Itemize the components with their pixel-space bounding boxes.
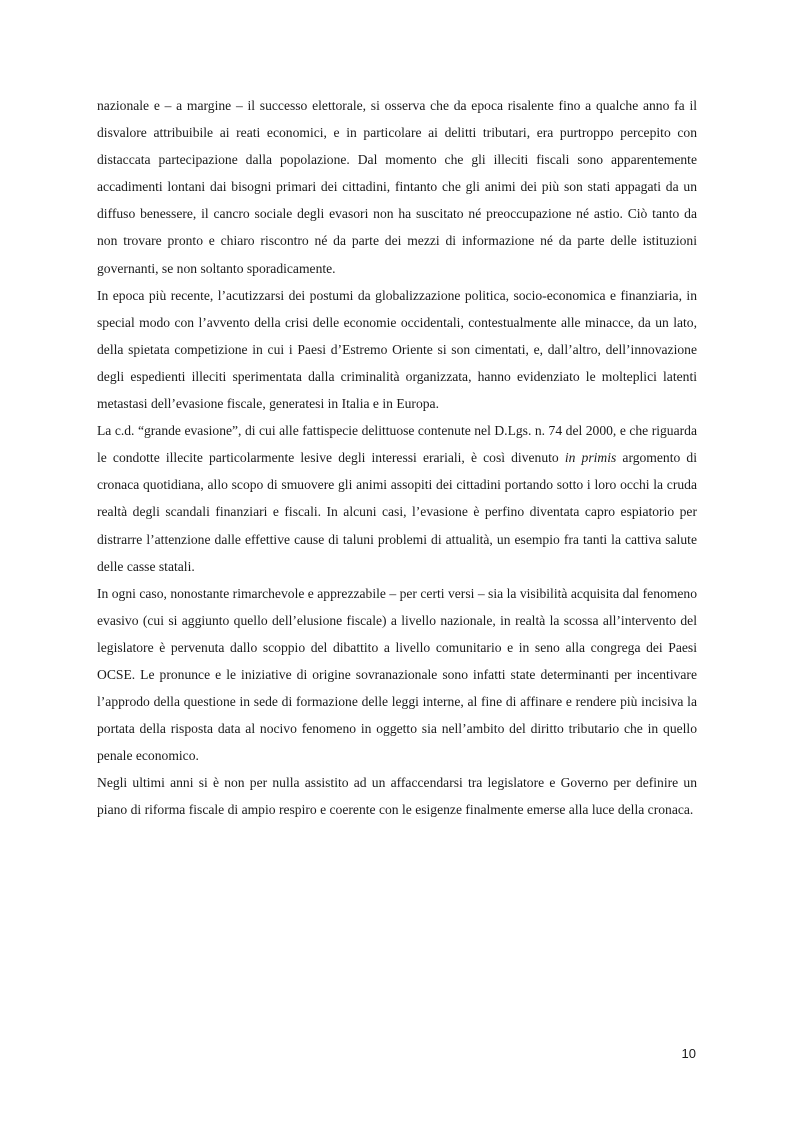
paragraph-4: In ogni caso, nonostante rimarchevole e apprezzabile – per certi versi – sia la visibilità acquisita dal fenomeno evasivo (cui si aggiunto quello dell’elusione fiscale) a livello nazionale, in realtà la scossa all’intervento del legislatore è pervenuta dallo scoppio del dibattito a livello comunitario e in seno alla congrega dei Paesi OCSE. Le pronunce e le iniziative di origine sovranazionale sono infatti state determinanti per incentivare l’approdo della questione in sede di formazione delle leggi interne, al fine di affinare e rendere più incisiva la portata della risposta data al nocivo fenomeno in oggetto sia nell’ambito del diritto tributario che in quello penale economico. [97,585,697,764]
paragraph-5: Negli ultimi anni si è non per nulla assistito ad un affaccendarsi tra legislatore e Governo per definire un piano di riforma fiscale di ampio respiro e coerente con le esigenze finalmente emerse alla luce della cronaca. [97,775,697,818]
paragraph-2: In epoca più recente, l’acutizzarsi dei postumi da globalizzazione politica, socio-economica e finanziaria, in special modo con l’avvento della crisi delle economie occidentali, contestualmente alle minacce, da un lato, della spietata competizione in cui i Paesi d’Estremo Oriente si son cimentati, e, dall’altro, dell’innovazione degli espedienti illeciti sperimentata dalla criminalità organizzata, hanno evidenziato le molteplici latenti metastasi dell’evasione fiscale, generatesi in Italia e in Europa. [97,287,697,412]
paragraph-3-part-1: La c.d. “grande evasione”, di cui alle fattispecie delittuose contenute nel D.Lgs. n. 74 del 2000, e che riguarda le condotte illecite particolarmente lesive degli interessi erariali, è così divenuto [97,423,697,466]
page-number: 10 [681,1046,696,1061]
body-text [97,92,697,824]
italic-phrase: in primis [564,450,617,466]
paragraph-3 [97,417,697,580]
paragraph-1: nazionale e – a margine – il successo elettorale, si osserva che da epoca risalente fino a qualche anno fa il disvalore attribuibile ai reati economici, e in particolare ai delitti tributari, era purtroppo percepito con distaccata partecipazione dalla popolazione. Dal momento che gli illeciti fiscali sono apparentemente accadimenti lontani dai bisogni primari dei cittadini, fintanto che gli animi dei più son stati appagati da un diffuso benessere, il cancro sociale degli evasori non ha suscitato né preoccupazione né astio. Ciò tanto da non trovare pronto e chiaro riscontro né da parte dei mezzi di informazione né da parte delle istituzioni governanti, se non soltanto sporadicamente. [97,98,697,276]
paragraph-3-part-2: argomento di cronaca quotidiana, allo scopo di smuovere gli animi assopiti dei cittadini portando sotto i loro occhi la cruda realtà degli scandali finanziari e fiscali. In alcuni casi, l’evasione è perfino diventata capro espiatorio per distrarre l’attenzione dalle effettive cause di taluni problemi di attualità, un esempio fra tanti la cattiva salute delle casse statali. [97,450,697,574]
